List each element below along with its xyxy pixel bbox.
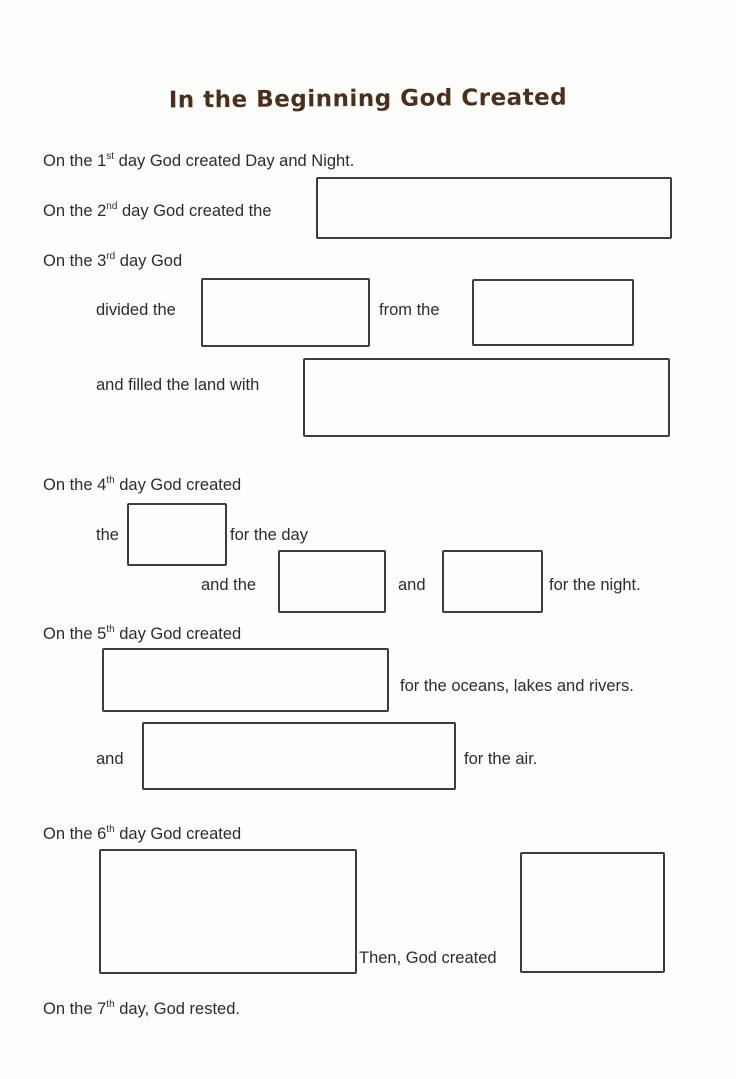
day4-line (43, 475, 241, 495)
day6-post: day God created (114, 825, 242, 843)
day7-ordinal: th (106, 999, 115, 1010)
day6-line (43, 824, 241, 844)
day3-filled-box[interactable] (303, 358, 670, 437)
day3-from-box[interactable] (472, 279, 634, 346)
day6-man-box[interactable] (520, 852, 665, 973)
day7-line (43, 999, 240, 1019)
day3-line (43, 251, 182, 271)
day2-post: day God created the (117, 202, 272, 220)
day6-pre: On the 6 (43, 825, 107, 843)
day4-for-day-label: for the day (230, 526, 308, 544)
day4-night-box-2[interactable] (442, 550, 543, 613)
day4-and-the-label: and the (201, 576, 257, 594)
day2-answer-box[interactable] (316, 177, 672, 239)
day2-line (43, 201, 272, 221)
day7-post: day, God rested. (114, 1000, 240, 1018)
day5-and-label: and (96, 750, 124, 768)
day6-then-label: Then, God created (359, 949, 497, 967)
day4-night-box-1[interactable] (278, 550, 386, 613)
day1-post: day God created Day and Night. (114, 152, 355, 170)
day5-water-box[interactable] (102, 648, 389, 712)
day2-pre: On the 2 (43, 202, 107, 220)
day5-air-box[interactable] (142, 722, 456, 790)
day5-air-label: for the air. (464, 750, 538, 768)
day3-pre: On the 3 (43, 252, 107, 270)
day3-from-label: from the (379, 301, 440, 319)
day4-for-night-label: for the night. (549, 576, 641, 594)
day4-and-label: and (398, 576, 426, 594)
day1-ordinal: st (106, 151, 115, 162)
day3-post: day God (115, 252, 183, 270)
day5-line (43, 624, 241, 644)
day4-ordinal: th (106, 475, 115, 486)
day3-ordinal: rd (106, 251, 116, 262)
day5-post: day God created (114, 625, 242, 643)
day7-pre: On the 7 (43, 1000, 107, 1018)
day3-divided-label: divided the (96, 301, 176, 319)
day4-post: day God created (114, 476, 242, 494)
day4-pre: On the 4 (43, 476, 107, 494)
day5-pre: On the 5 (43, 625, 107, 643)
day4-day-box[interactable] (127, 503, 227, 566)
day2-ordinal: nd (106, 201, 118, 212)
day3-divided-box[interactable] (201, 278, 370, 347)
worksheet-title: In the Beginning God Created (168, 84, 568, 114)
day6-animals-box[interactable] (99, 849, 357, 974)
day3-filled-label: and filled the land with (96, 376, 260, 394)
day1-line (43, 151, 354, 171)
day5-oceans-label: for the oceans, lakes and rivers. (400, 677, 634, 695)
day5-ordinal: th (106, 624, 115, 635)
day4-the-label: the (96, 526, 119, 544)
day6-ordinal: th (106, 824, 115, 835)
day1-pre: On the 1 (43, 152, 107, 170)
